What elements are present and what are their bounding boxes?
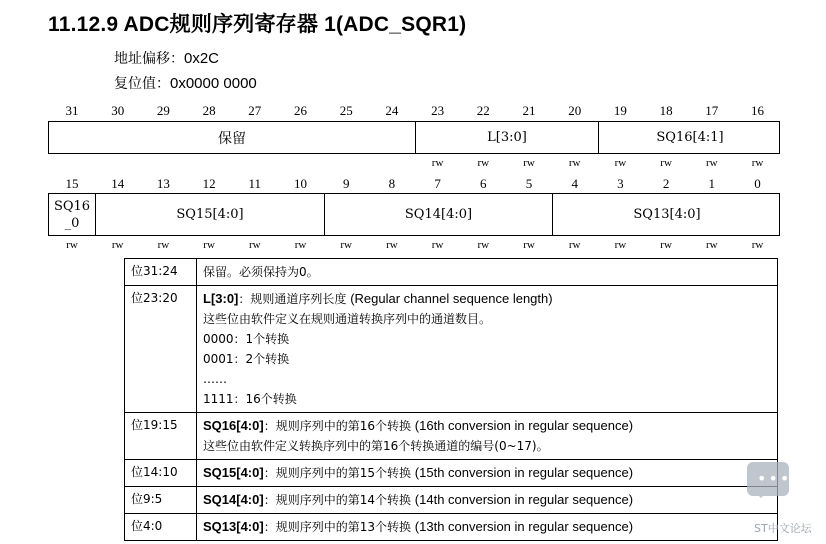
bit-range: 位14:10 [125,460,197,487]
bit-range: 位31:24 [125,259,197,286]
bit-description-table [124,258,778,541]
bit-number: 7 [434,176,441,191]
description-line [203,463,771,483]
table-row [125,259,778,286]
field-sq14-label: SQ14[4:0] [404,207,473,222]
table-row [125,487,778,514]
bit-number: 25 [339,103,353,118]
access-type: rw [614,239,627,251]
description-line [203,490,771,510]
reset-value [114,73,257,93]
chat-bubble-icon: ••• [747,462,789,496]
bit-number: 18 [659,103,673,118]
bit-number: 30 [111,103,125,118]
access-type: rw [660,157,672,169]
bit-number: 28 [202,103,216,118]
description-line: 保留。必须保持为0。 [203,265,319,279]
page-title: 11.12.9 ADC规则序列寄存器 1(ADC_SQR1) [48,13,467,36]
bit-number: 19 [613,103,627,118]
bit-number: 5 [525,176,533,191]
description-english: (Regular channel sequence length) [350,291,553,306]
field-name: L[3:0] [203,291,239,306]
access-type: rw [431,239,444,251]
field-l [415,122,598,153]
bit-range: 位4:0 [125,514,197,541]
description-line [203,416,771,436]
bit-number: 22 [476,103,490,118]
bit-description [197,460,778,487]
field-reserved [49,122,415,153]
access-type: rw [614,157,627,169]
reset-value-label: 复位值： [114,76,170,92]
bit-number: 20 [568,103,582,118]
field-sq14 [324,194,552,235]
bit-description [197,259,778,286]
access-type: rw [568,157,581,169]
access-type: rw [203,239,215,251]
field-name: SQ15[4:0] [203,465,264,480]
access-type: rw [523,157,535,169]
description-text: ：规则通道序列长度 [238,292,351,306]
bit-number: 3 [617,176,624,191]
address-offset-label: 地址偏移： [114,51,184,67]
bit-number: 12 [202,176,216,191]
table-row [125,413,778,460]
bit-number: 16 [751,103,764,118]
bit-number: 17 [705,103,719,118]
description-english: (15th conversion in regular sequence) [414,465,634,480]
bit-range: 位19:15 [125,413,197,460]
bit-number: 1 [708,176,716,191]
description-line: 0000：1个转换 [203,332,290,346]
bit-number: 11 [248,176,262,191]
bit-number: 31 [65,103,79,118]
access-type: rw [111,239,124,251]
description-text: ：规则序列中的第15个转换 [263,466,415,480]
bit-range: 位9:5 [125,487,197,514]
watermark-text: ST中文论坛 [754,522,812,535]
description-text: ：规则序列中的第14个转换 [263,493,415,507]
field-l-label: L[3:0] [487,130,527,145]
field-sq15 [95,194,324,235]
description-text: ：规则序列中的第13个转换 [263,520,415,534]
field-sq16-low-label-1: SQ16 [53,198,91,214]
table-row [125,514,778,541]
access-type: rw [705,157,718,169]
access-type: rw [751,239,764,251]
bit-number: 14 [111,176,125,191]
register-low-half [48,193,780,236]
bit-description [197,487,778,514]
access-type: rw [477,239,490,251]
field-sq15-label: SQ15[4:0] [176,207,244,222]
access-type: rw [705,239,718,251]
description-english: (14th conversion in regular sequence) [414,492,634,507]
bit-number: 0 [754,176,761,191]
field-sq16-high [598,122,781,153]
bit-number: 21 [522,103,536,118]
bit-number: 4 [571,176,578,191]
reset-value-value: 0x0000 0000 [170,75,257,92]
field-sq13 [552,194,781,235]
bit-number: 6 [480,176,487,191]
description-line: 这些位由软件定义转换序列中的第16个转换通道的编号(0~17)。 [203,439,549,453]
description-line: …… [203,372,227,386]
bit-number: 15 [65,176,79,191]
access-type: rw [431,157,444,169]
register-high-half [48,121,780,154]
address-offset-value: 0x2C [184,50,220,67]
description-line [203,517,771,537]
address-offset [114,48,219,68]
access-type: rw [248,239,261,251]
bit-description [197,514,778,541]
field-sq13-label: SQ13[4:0] [633,207,701,222]
description-line: 1111：16个转换 [203,392,297,406]
bit-number: 10 [294,176,307,191]
description-english: (16th conversion in regular sequence) [414,418,634,433]
bit-number: 23 [431,103,445,118]
access-type: rw [157,239,170,251]
bit-number: 9 [342,176,350,191]
field-name: SQ14[4:0] [203,492,264,507]
bit-number: 27 [248,103,262,118]
field-name: SQ16[4:0] [203,418,264,433]
field-sq16-low-label-2: _0 [64,215,80,231]
bit-number: 8 [388,176,396,191]
access-type: rw [66,239,78,251]
access-type: rw [294,239,307,251]
description-line: 这些位由软件定义在规则通道转换序列中的通道数目。 [203,312,492,326]
field-reserved-label: 保留 [218,130,246,147]
table-row [125,286,778,413]
field-sq16-low [49,194,95,235]
field-name: SQ13[4:0] [203,519,264,534]
description-english: (13th conversion in regular sequence) [414,519,634,534]
access-type: rw [751,157,764,169]
field-sq16-high-label: SQ16[4:1] [656,130,724,145]
description-text: ：规则序列中的第16个转换 [263,419,415,433]
access-type: rw [386,239,398,251]
access-type: rw [568,239,581,251]
bit-number: 2 [662,176,670,191]
table-row [125,460,778,487]
bit-description [197,413,778,460]
description-line [203,289,771,309]
access-type: rw [477,157,490,169]
description-line: 0001：2个转换 [203,352,290,366]
bit-number: 24 [385,103,399,118]
access-type: rw [340,239,352,251]
access-type: rw [523,239,535,251]
bit-number: 13 [156,176,170,191]
bit-range: 位23:20 [125,286,197,413]
bit-description [197,286,778,413]
bit-number: 26 [294,103,307,118]
access-type: rw [660,239,672,251]
bit-number: 29 [156,103,170,118]
